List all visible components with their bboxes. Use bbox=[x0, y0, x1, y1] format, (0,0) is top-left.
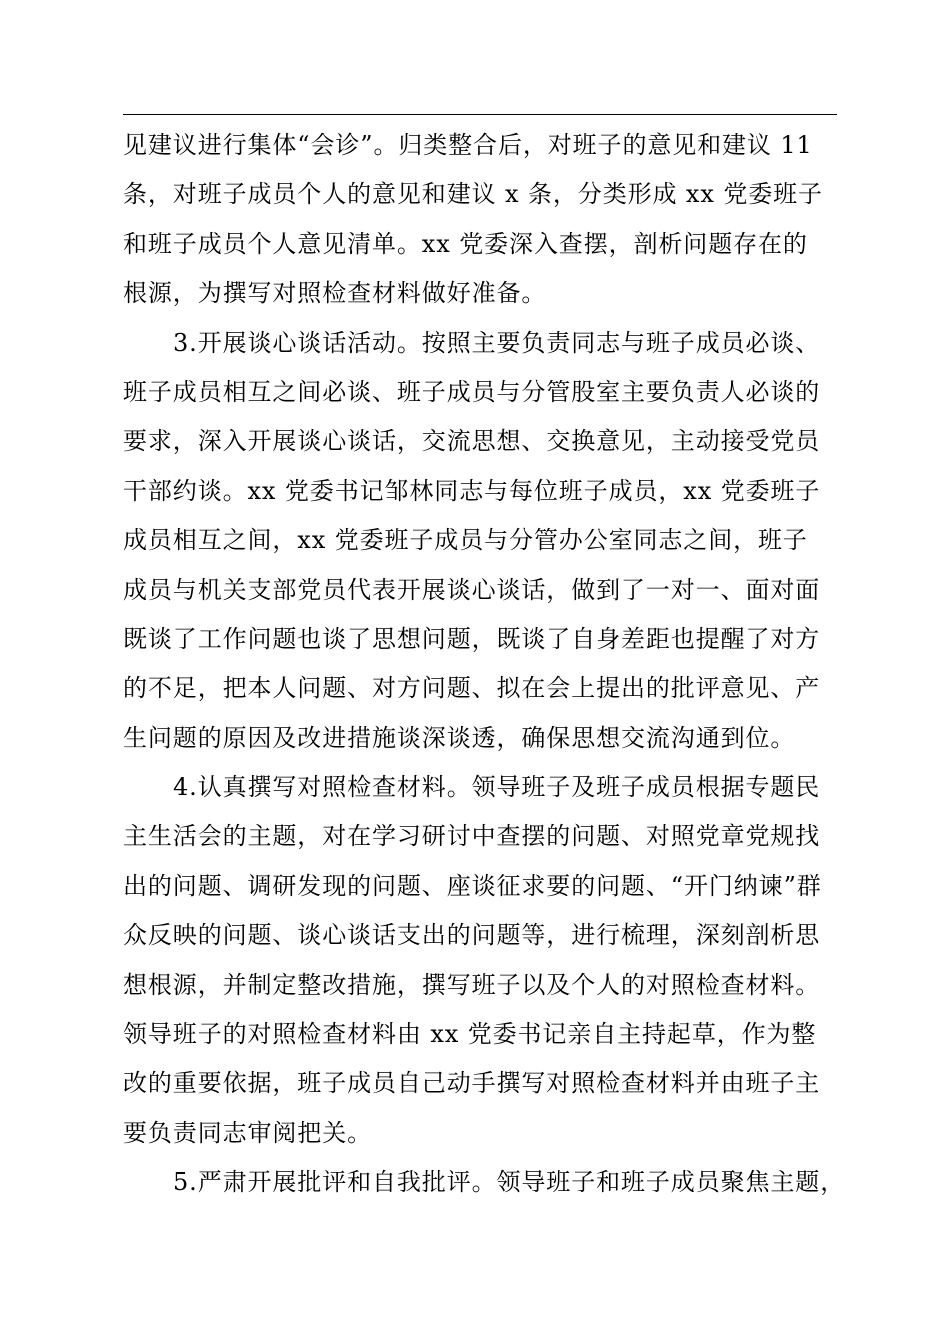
text-line: 见建议进行集体“会诊”。归类整合后，对班子的意见和建议 11 bbox=[123, 131, 813, 159]
text-line: 主生活会的主题，对在学习研讨中查摆的问题、对照党章党规找 bbox=[123, 822, 821, 851]
paragraph-start-line: 4.认真撰写对照检查材料。领导班子及班子成员根据专题民 bbox=[173, 773, 821, 802]
text-line: 成员相互之间，xx 党委班子成员与分管办公室同志之间，班子 bbox=[123, 526, 808, 555]
text-line: 想根源，并制定整改措施，撰写班子以及个人的对照检查材料。 bbox=[123, 970, 821, 999]
text-line: 要求，深入开展谈心谈话，交流思想、交换意见，主动接受党员 bbox=[123, 427, 821, 456]
paragraph-start-line: 3.开展谈心谈话活动。按照主要负责同志与班子成员必谈、 bbox=[173, 328, 821, 357]
text-line: 和班子成员个人意见清单。xx 党委深入查摆，剖析问题存在的 bbox=[123, 229, 808, 258]
text-line: 成员与机关支部党员代表开展谈心谈话，做到了一对一、面对面 bbox=[123, 575, 821, 604]
text-line: 根源，为撰写对照检查材料做好准备。 bbox=[123, 279, 547, 308]
text-line: 众反映的问题、谈心谈话支出的问题等，进行梳理，深刻剖析思 bbox=[123, 921, 821, 950]
text-line: 要负责同志审阅把关。 bbox=[123, 1118, 372, 1147]
text-line: 干部约谈。xx 党委书记邹林同志与每位班子成员，xx 党委班子 bbox=[123, 476, 821, 505]
text-line: 班子成员相互之间必谈、班子成员与分管股室主要负责人必谈的 bbox=[123, 377, 821, 406]
text-line: 既谈了工作问题也谈了思想问题，既谈了自身差距也提醒了对方 bbox=[123, 624, 821, 653]
text-line: 出的问题、调研发现的问题、座谈征求要的问题、“开门纳谏”群 bbox=[123, 871, 822, 900]
text-line: 领导班子的对照检查材料由 xx 党委书记亲自主持起草，作为整 bbox=[123, 1020, 817, 1049]
header-rule bbox=[123, 114, 837, 115]
text-line: 条，对班子成员个人的意见和建议 x 条，分类形成 xx 党委班子 bbox=[123, 180, 823, 209]
text-line: 生问题的原因及改进措施谈深谈透，确保思想交流沟通到位。 bbox=[123, 723, 796, 752]
paragraph-start-line: 5.严肃开展批评和自我批评。领导班子和班子成员聚焦主题， bbox=[173, 1168, 846, 1197]
document-body bbox=[123, 121, 846, 1208]
text-line: 改的重要依据，班子成员自己动手撰写对照检查材料并由班子主 bbox=[123, 1069, 821, 1098]
text-line: 的不足，把本人问题、对方问题、拟在会上提出的批评意见、产 bbox=[123, 674, 821, 703]
